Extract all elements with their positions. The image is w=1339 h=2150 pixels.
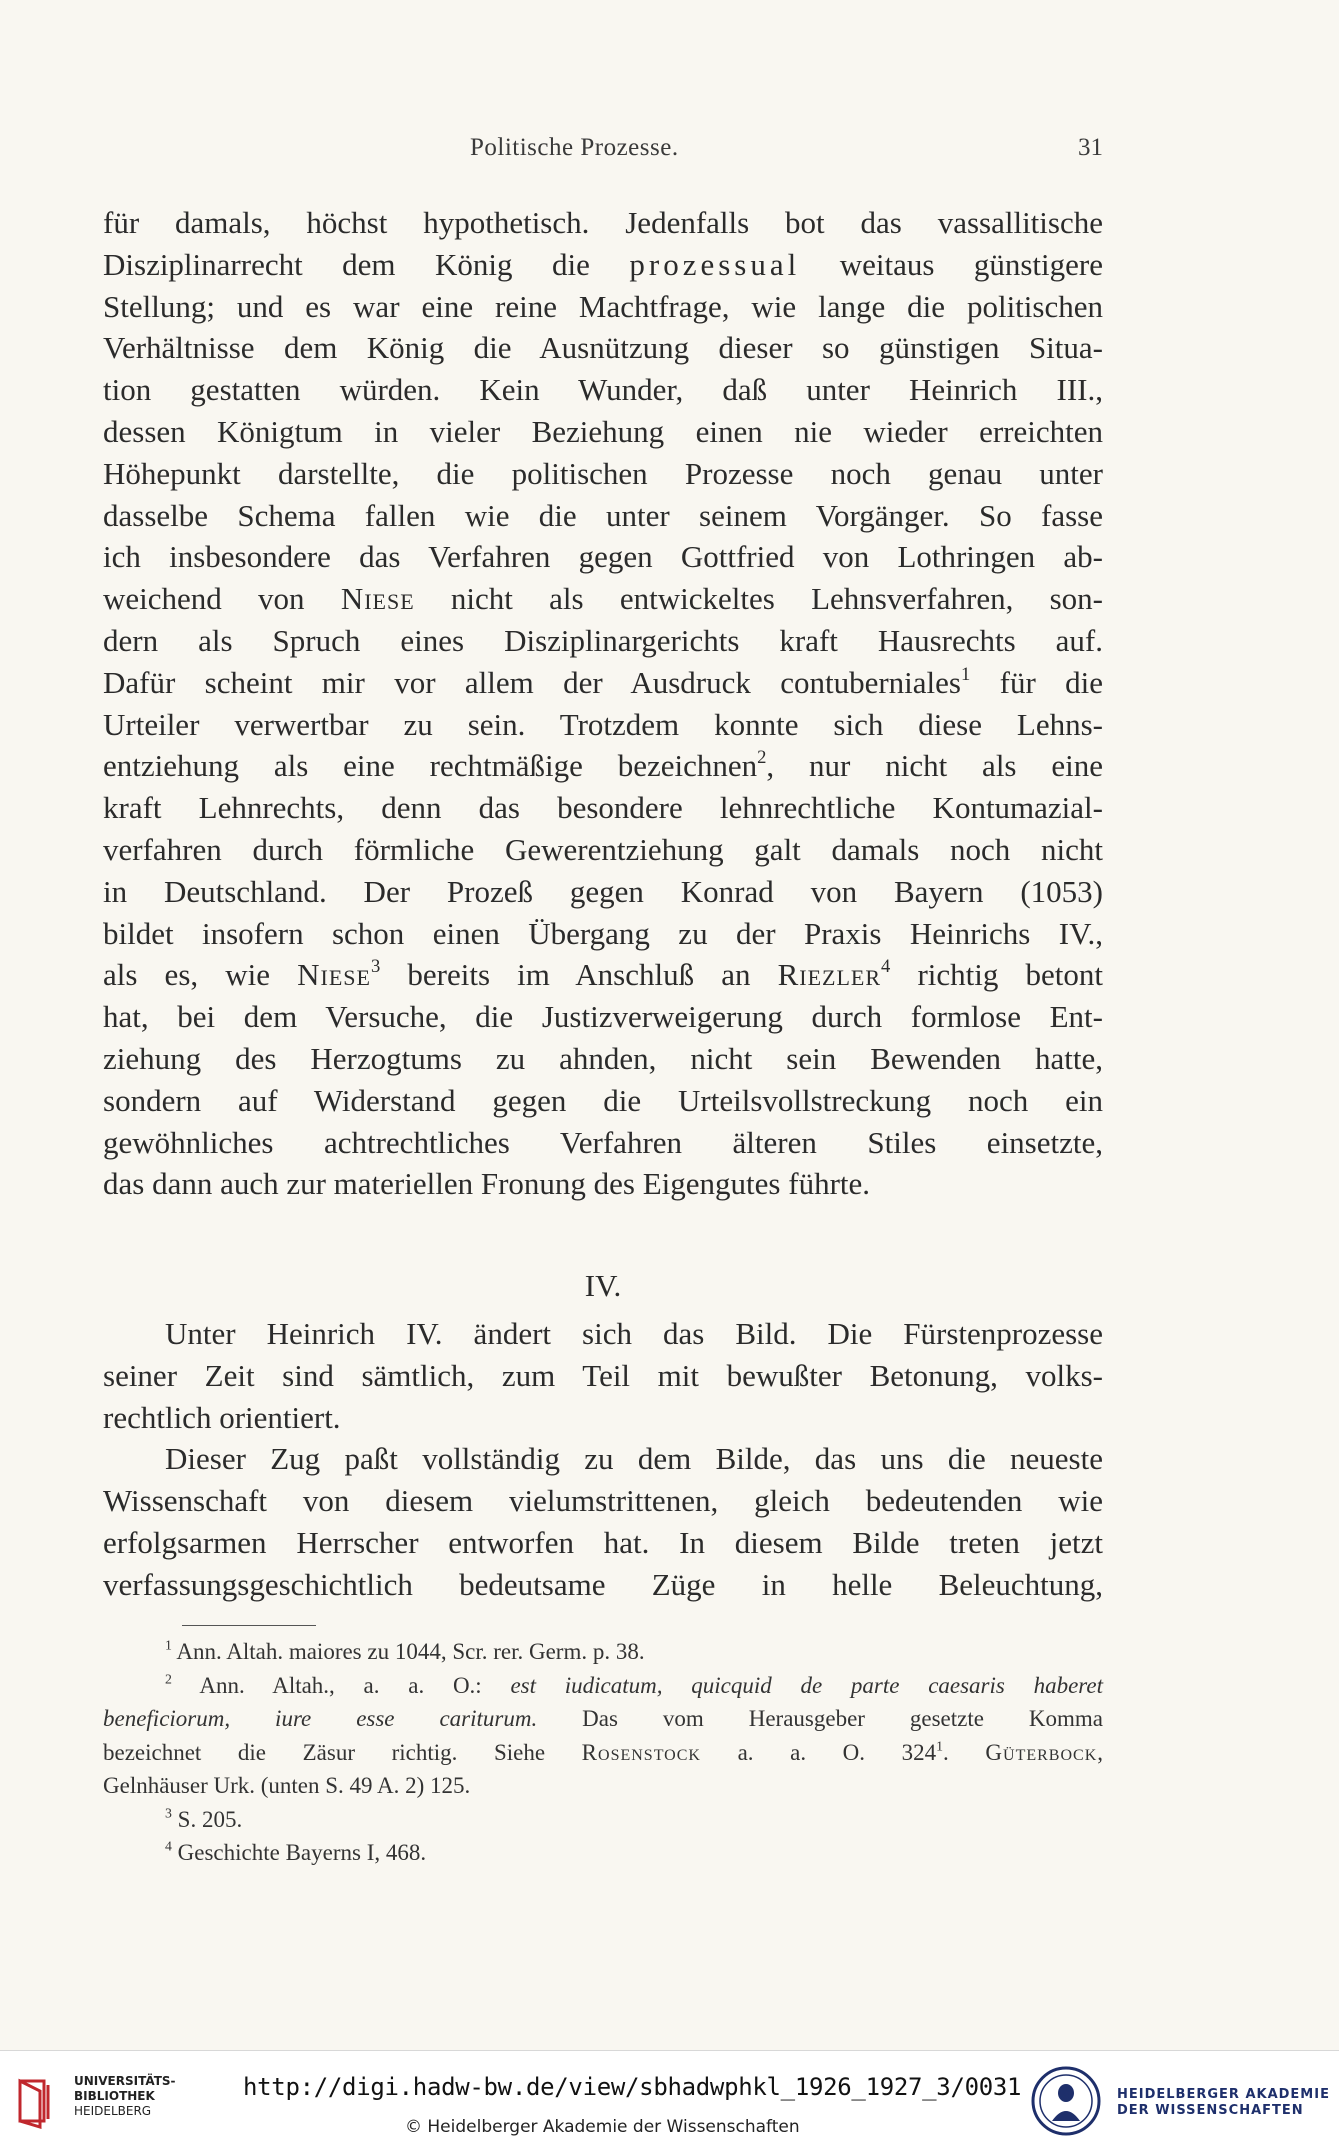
footnote-ref: 1 [960,663,971,685]
text-line: ich insbesondere das Verfahren gegen Gottfried von Lothringen ab- [103,539,1103,575]
text-line: sondern auf Widerstand gegen die Urteilsvollstreckung noch ein [103,1082,1103,1118]
text-line: dessen Königtum in vieler Beziehung einen nie wieder erreichten [103,413,1103,449]
text-line: für damals, höchst hypothetisch. Jedenfalls bot das vassallitische [103,205,1103,240]
text-line: weichend von Niese nicht als entwickeltes Lehnsverfahren, son- [103,581,1103,617]
footnote-continuation: bezeichnet die Zäsur richtig. Siehe Rosenstock a. a. O. $324^1$. Güterbock, [103,1737,1103,1765]
academy-name: HEIDELBERGER AKADEMIE DER WISSENSCHAFTEN [1117,2087,1330,2118]
section-heading: IV. [584,1268,622,1303]
footnote: $^2$ Ann. Altah., a. a. O.: est iudicatum, quicquid de parte caesaris haberet [165,1670,1103,1698]
footnote-ref: 2 [757,747,767,769]
text-line: Urteiler verwertbar zu sein. Trotzdem konnte sich diese Lehns- [103,706,1103,742]
text-line: dern als Spruch eines Disziplinargerichts kraft Hausrechts auf. [103,622,1103,658]
text-line: seiner Zeit sind sämtlich, zum Teil mit bewußter Betonung, volks- [103,1357,1103,1393]
text-line: entziehung als eine rechtmäßige bezeichnen$^2$, nur nicht als eine [103,747,1103,784]
text-line: Dieser Zug paßt vollständig zu dem Bilde, das uns die neueste [165,1441,1103,1477]
paragraph-2-3 [103,1313,1103,1606]
text-line: Höhepunkt darstellte, die politischen Prozesse noch genau unter [103,455,1103,491]
footnote-ref: 3 [370,956,381,978]
university-library-name: UNIVERSITÄTS- BIBLIOTHEK HEIDELBERG [74,2074,176,2118]
text-line: Disziplinarrecht dem König die prozessual weitaus günstigere [103,246,1104,282]
text-line: verfassungsgeschichtlich bedeutsame Züge in helle Beleuchtung, [103,1566,1103,1602]
text-line: Unter Heinrich IV. ändert sich das Bild. Die Fürstenprozesse [165,1316,1103,1351]
footnote: $^3$ S. 205. [165,1804,243,1832]
text-line: Verhältnisse dem König die Ausnützung dieser so günstigen Situa- [103,330,1103,366]
footnote-continuation: Gelnhäuser Urk. (unten S. 49 A. 2) 125. [103,1773,471,1798]
text-line: bildet insofern schon einen Übergang zu der Praxis Heinrichs IV., [103,915,1103,951]
author-name: Niese [340,581,415,617]
footnote: $^1$ Ann. Altah. maiores zu 1044, Scr. rer. Germ. p. 38. [165,1637,645,1664]
text-line: verfahren durch förmliche Gewerentziehung galt damals noch nicht [103,831,1103,867]
text-line: Dafür scheint mir vor allem der Ausdruck contuberniales$^1$ für die [103,663,1103,700]
permalink[interactable]: http://digi.hadw-bw.de/view/sbhadwphkl_1926_1927_3/0031 [243,2073,1022,2101]
text-line: kraft Lehnrechts, denn das besondere lehnrechtliche Kontumazial- [103,790,1103,826]
emphasized-word: prozessual [629,246,801,282]
footnotes [103,1635,1103,1870]
academy-seal-icon [1030,2065,1102,2137]
footnote-continuation: beneficiorum, iure esse cariturum. Das vom Herausgeber gesetzte Komma [103,1706,1103,1731]
paragraph-1 [103,202,1103,1205]
footnote-ref: 4 [881,956,891,978]
copyright-notice: © Heidelberger Akademie der Wissenschaften [405,2117,800,2137]
text-line: erfolgsarmen Herrscher entworfen hat. In diesem Bilde treten jetzt [103,1524,1103,1560]
text-line: als es, wie Niese$^3$ bereits im Anschluß an Riezler$^4$ richtig betont [103,956,1103,993]
text-line: ziehung des Herzogtums zu ahnden, nicht sein Bewenden hatte, [103,1040,1103,1076]
running-head [103,134,1103,174]
text-line: dasselbe Schema fallen wie die unter seinem Vorgänger. So fasse [103,497,1103,533]
page-number: 31 [1078,134,1103,161]
text-line: tion gestatten würden. Kein Wunder, daß unter Heinrich III., [103,372,1103,408]
text-line: Stellung; und es war eine reine Machtfrage, wie lange die politischen [103,288,1103,324]
footnote: $^4$ Geschichte Bayerns I, 468. [165,1838,427,1865]
text-line: rechtlich orientiert. [103,1399,341,1435]
text-line: das dann auch zur materiellen Fronung des Eigengutes führte. [103,1166,871,1202]
text-line: gewöhnliches achtrechtliches Verfahren älteren Stiles einsetzte, [103,1124,1103,1160]
author-name: Riezler [777,957,882,993]
text-line: Wissenschaft von diesem vielumstrittenen, gleich bedeutenden wie [103,1483,1103,1519]
author-name: Niese [297,957,371,993]
university-library-logo-icon [14,2075,64,2129]
viewer-footer [0,2050,1339,2150]
footnote-divider [182,1625,316,1626]
text-line: hat, bei dem Versuche, die Justizverweigerung durch formlose Ent- [103,999,1103,1035]
text-line: in Deutschland. Der Prozeß gegen Konrad von Bayern (1053) [103,873,1103,909]
running-head-title: Politische Prozesse. [470,134,679,161]
